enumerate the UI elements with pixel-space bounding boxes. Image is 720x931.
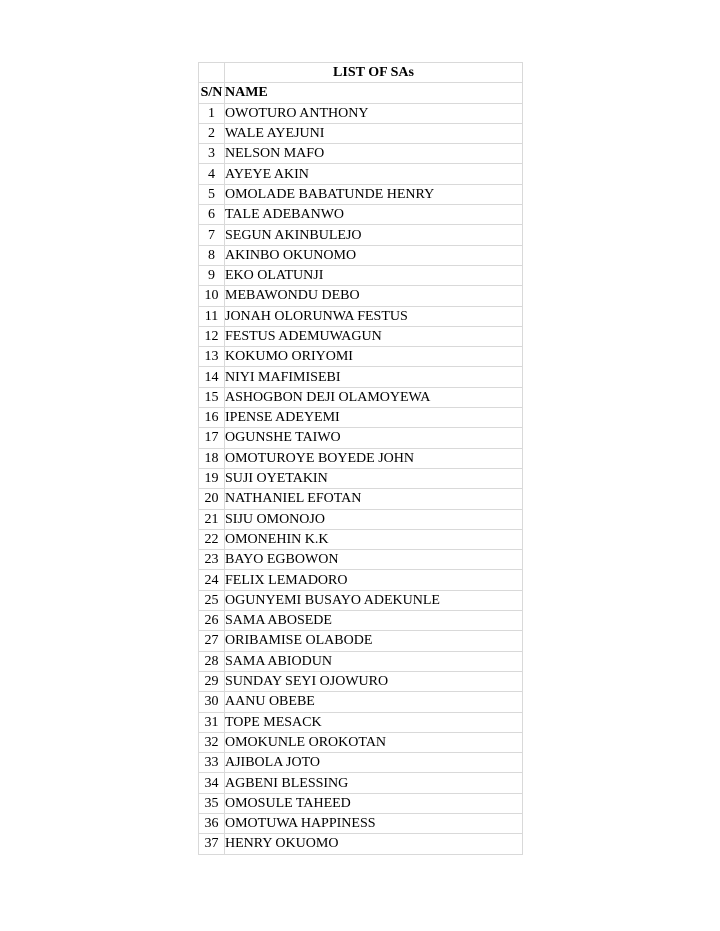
name-cell: NATHANIEL EFOTAN bbox=[225, 489, 523, 509]
table-row bbox=[199, 631, 523, 651]
serial-number-cell: 30 bbox=[199, 692, 225, 712]
name-cell: AGBENI BLESSING bbox=[225, 773, 523, 793]
table-row bbox=[199, 184, 523, 204]
serial-number-cell: 31 bbox=[199, 712, 225, 732]
name-cell: SAMA ABIODUN bbox=[225, 651, 523, 671]
name-cell: ASHOGBON DEJI OLAMOYEWA bbox=[225, 387, 523, 407]
table-body bbox=[199, 63, 523, 855]
name-cell: OMONEHIN K.K bbox=[225, 529, 523, 549]
serial-number-cell: 36 bbox=[199, 813, 225, 833]
table-row bbox=[199, 408, 523, 428]
name-cell: AKINBO OKUNOMO bbox=[225, 245, 523, 265]
serial-number-cell: 12 bbox=[199, 326, 225, 346]
name-cell: FESTUS ADEMUWAGUN bbox=[225, 326, 523, 346]
table-row bbox=[199, 813, 523, 833]
serial-number-cell: 11 bbox=[199, 306, 225, 326]
table-row bbox=[199, 834, 523, 854]
table-row bbox=[199, 164, 523, 184]
serial-number-cell: 6 bbox=[199, 205, 225, 225]
table-row bbox=[199, 712, 523, 732]
name-cell: MEBAWONDU DEBO bbox=[225, 286, 523, 306]
table-row bbox=[199, 286, 523, 306]
table-row bbox=[199, 611, 523, 631]
name-cell: FELIX LEMADORO bbox=[225, 570, 523, 590]
name-cell: OMOKUNLE OROKOTAN bbox=[225, 732, 523, 752]
table-row bbox=[199, 123, 523, 143]
table-row bbox=[199, 387, 523, 407]
name-cell: SIJU OMONOJO bbox=[225, 509, 523, 529]
table-row bbox=[199, 468, 523, 488]
serial-number-cell: 8 bbox=[199, 245, 225, 265]
table-title: LIST OF SAs bbox=[225, 63, 523, 83]
serial-number-cell: 19 bbox=[199, 468, 225, 488]
serial-number-cell: 21 bbox=[199, 509, 225, 529]
serial-number-cell: 15 bbox=[199, 387, 225, 407]
table-row bbox=[199, 245, 523, 265]
serial-number-cell: 13 bbox=[199, 347, 225, 367]
name-cell: TOPE MESACK bbox=[225, 712, 523, 732]
table-row bbox=[199, 306, 523, 326]
name-cell: ORIBAMISE OLABODE bbox=[225, 631, 523, 651]
name-cell: OGUNYEMI BUSAYO ADEKUNLE bbox=[225, 590, 523, 610]
name-cell: SUJI OYETAKIN bbox=[225, 468, 523, 488]
serial-number-cell: 1 bbox=[199, 103, 225, 123]
name-cell: SUNDAY SEYI OJOWURO bbox=[225, 671, 523, 691]
serial-number-cell: 23 bbox=[199, 550, 225, 570]
table-row bbox=[199, 489, 523, 509]
name-header: NAME bbox=[225, 83, 523, 103]
name-cell: JONAH OLORUNWA FESTUS bbox=[225, 306, 523, 326]
name-cell: SEGUN AKINBULEJO bbox=[225, 225, 523, 245]
serial-number-cell: 14 bbox=[199, 367, 225, 387]
serial-number-cell: 33 bbox=[199, 753, 225, 773]
table-row bbox=[199, 428, 523, 448]
name-cell: EKO OLATUNJI bbox=[225, 265, 523, 285]
table-row bbox=[199, 692, 523, 712]
name-cell: AJIBOLA JOTO bbox=[225, 753, 523, 773]
table-row bbox=[199, 671, 523, 691]
name-cell: AYEYE AKIN bbox=[225, 164, 523, 184]
name-cell: OMOLADE BABATUNDE HENRY bbox=[225, 184, 523, 204]
table-row bbox=[199, 732, 523, 752]
name-cell: OMOTUROYE BOYEDE JOHN bbox=[225, 448, 523, 468]
header-row bbox=[199, 83, 523, 103]
table-row bbox=[199, 651, 523, 671]
serial-number-cell: 25 bbox=[199, 590, 225, 610]
name-cell: SAMA ABOSEDE bbox=[225, 611, 523, 631]
serial-number-cell: 5 bbox=[199, 184, 225, 204]
serial-number-cell: 17 bbox=[199, 428, 225, 448]
table-row bbox=[199, 550, 523, 570]
name-cell: KOKUMO ORIYOMI bbox=[225, 347, 523, 367]
table-row bbox=[199, 590, 523, 610]
serial-number-cell: 7 bbox=[199, 225, 225, 245]
name-cell: NIYI MAFIMISEBI bbox=[225, 367, 523, 387]
title-blank-cell bbox=[199, 63, 225, 83]
table-row bbox=[199, 793, 523, 813]
table-row bbox=[199, 509, 523, 529]
serial-number-cell: 29 bbox=[199, 671, 225, 691]
table-row bbox=[199, 144, 523, 164]
serial-header: S/N bbox=[199, 83, 225, 103]
table-row bbox=[199, 265, 523, 285]
table-row bbox=[199, 753, 523, 773]
document-sheet bbox=[198, 62, 522, 855]
table-row bbox=[199, 448, 523, 468]
table-row bbox=[199, 570, 523, 590]
name-cell: OMOTUWA HAPPINESS bbox=[225, 813, 523, 833]
serial-number-cell: 37 bbox=[199, 834, 225, 854]
name-cell: OGUNSHE TAIWO bbox=[225, 428, 523, 448]
serial-number-cell: 10 bbox=[199, 286, 225, 306]
name-cell: OWOTURO ANTHONY bbox=[225, 103, 523, 123]
serial-number-cell: 3 bbox=[199, 144, 225, 164]
name-cell: AANU OBEBE bbox=[225, 692, 523, 712]
table-row bbox=[199, 326, 523, 346]
serial-number-cell: 9 bbox=[199, 265, 225, 285]
serial-number-cell: 20 bbox=[199, 489, 225, 509]
serial-number-cell: 35 bbox=[199, 793, 225, 813]
table-row bbox=[199, 225, 523, 245]
table-row bbox=[199, 347, 523, 367]
serial-number-cell: 27 bbox=[199, 631, 225, 651]
serial-number-cell: 16 bbox=[199, 408, 225, 428]
name-cell: BAYO EGBOWON bbox=[225, 550, 523, 570]
table-row bbox=[199, 529, 523, 549]
table-row bbox=[199, 773, 523, 793]
name-cell: HENRY OKUOMO bbox=[225, 834, 523, 854]
name-cell: WALE AYEJUNI bbox=[225, 123, 523, 143]
serial-number-cell: 4 bbox=[199, 164, 225, 184]
serial-number-cell: 34 bbox=[199, 773, 225, 793]
serial-number-cell: 32 bbox=[199, 732, 225, 752]
table-row bbox=[199, 103, 523, 123]
name-cell: TALE ADEBANWO bbox=[225, 205, 523, 225]
name-cell: NELSON MAFO bbox=[225, 144, 523, 164]
serial-number-cell: 22 bbox=[199, 529, 225, 549]
serial-number-cell: 26 bbox=[199, 611, 225, 631]
name-cell: IPENSE ADEYEMI bbox=[225, 408, 523, 428]
sa-list-table bbox=[198, 62, 523, 855]
title-row bbox=[199, 63, 523, 83]
table-row bbox=[199, 205, 523, 225]
serial-number-cell: 2 bbox=[199, 123, 225, 143]
serial-number-cell: 24 bbox=[199, 570, 225, 590]
table-row bbox=[199, 367, 523, 387]
name-cell: OMOSULE TAHEED bbox=[225, 793, 523, 813]
serial-number-cell: 28 bbox=[199, 651, 225, 671]
serial-number-cell: 18 bbox=[199, 448, 225, 468]
